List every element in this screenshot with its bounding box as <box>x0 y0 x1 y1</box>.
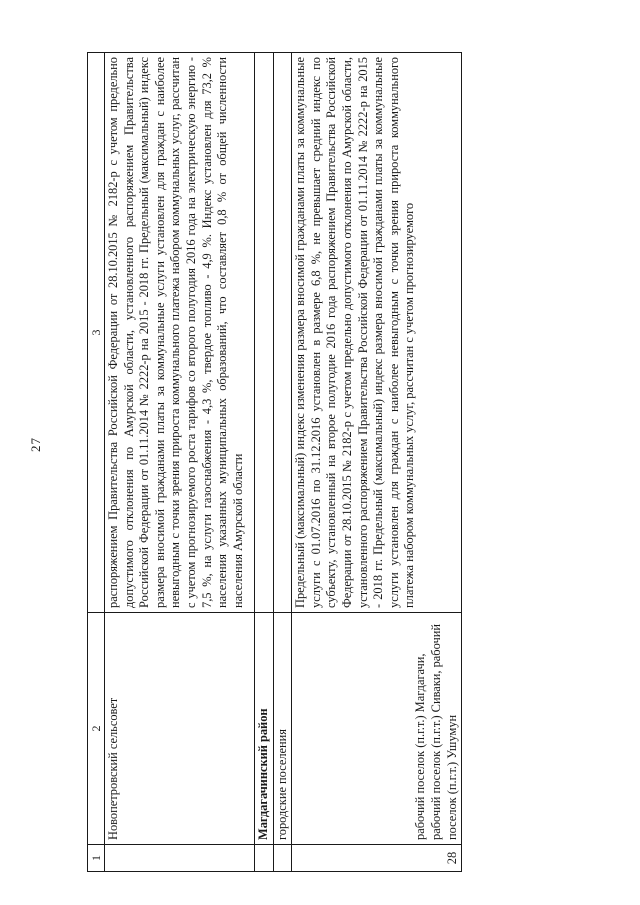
settlement-type: городские поселения <box>273 613 292 845</box>
table-header-row <box>88 53 105 872</box>
index-description: распоряжением Правительства Российской Федерации от 28.10.2015 № 2182-р с учетом предельно допустимого отклонения по Амурской области, установленного распоряжением Правительства Российской Федерации от 01.11.2014 № 2222-р на 2015 - 2018 гг. Предельный (максимальный) индекс размера вносимой гражданами платы за коммунальные услуги установлен для граждан с наиболее невыгодным с точки зрения прироста коммунального платежа набором коммунальных услуг, рассчитан с учетом прогнозируемого роста тарифов со второго полугодия 2016 года на электрическую энергию - 7,5 %, на услуги газоснабжения - 4,3 %, твердое топливо - 4,9 %. Индекс установлен для 73,2 % населения указанных муниципальных образований, что составляет 0,8 % от общей численности населения Амурской области <box>105 53 255 613</box>
page-number: 27 <box>28 437 43 452</box>
header-col-2: 2 <box>88 613 105 845</box>
settlement-name: Новопетровский сельсовет <box>105 613 255 845</box>
rotated-table-sheet <box>87 57 575 872</box>
index-description: Предельный (максимальный) индекс изменения размера вносимой гражданами платы за коммунальные услуги с 01.07.2016 по 31.12.2016 установлен в размере 6,8 %, не превышает средний индекс по субъекту, установленный на второе полугодие 2016 года распоряжением Правительства Российской Федерации от 28.10.2015 № 2182-р с учетом предельно допустимого отклонения по Амурской области, установленного распоряжением Правительства Российской Федерации от 01.11.2014 № 2222-р на 2015 - 2018 гг. Предельный (максимальный) индекс размера вносимой гражданами платы за коммунальные услуги установлен для граждан с наиболее невыгодным с точки зрения прироста коммунального платежа набором коммунальных услуг, рассчитан с учетом прогнозируемого <box>292 53 462 613</box>
header-col-1: 1 <box>88 845 105 872</box>
row-number <box>105 845 255 872</box>
data-table <box>87 52 462 872</box>
district-row <box>255 53 274 872</box>
table-row <box>105 53 255 872</box>
district-name: Магдагачинский район <box>255 613 274 845</box>
subheader-row <box>273 53 292 872</box>
row-number: 28 <box>292 845 462 872</box>
header-col-3: 3 <box>88 53 105 613</box>
table-row <box>292 53 462 872</box>
settlement-name: рабочий поселок (п.г.т.) Магдагачи, рабочий поселок (п.г.т.) Сиваки, рабочий поселок (п.г.т.) Ушумун <box>292 613 462 845</box>
